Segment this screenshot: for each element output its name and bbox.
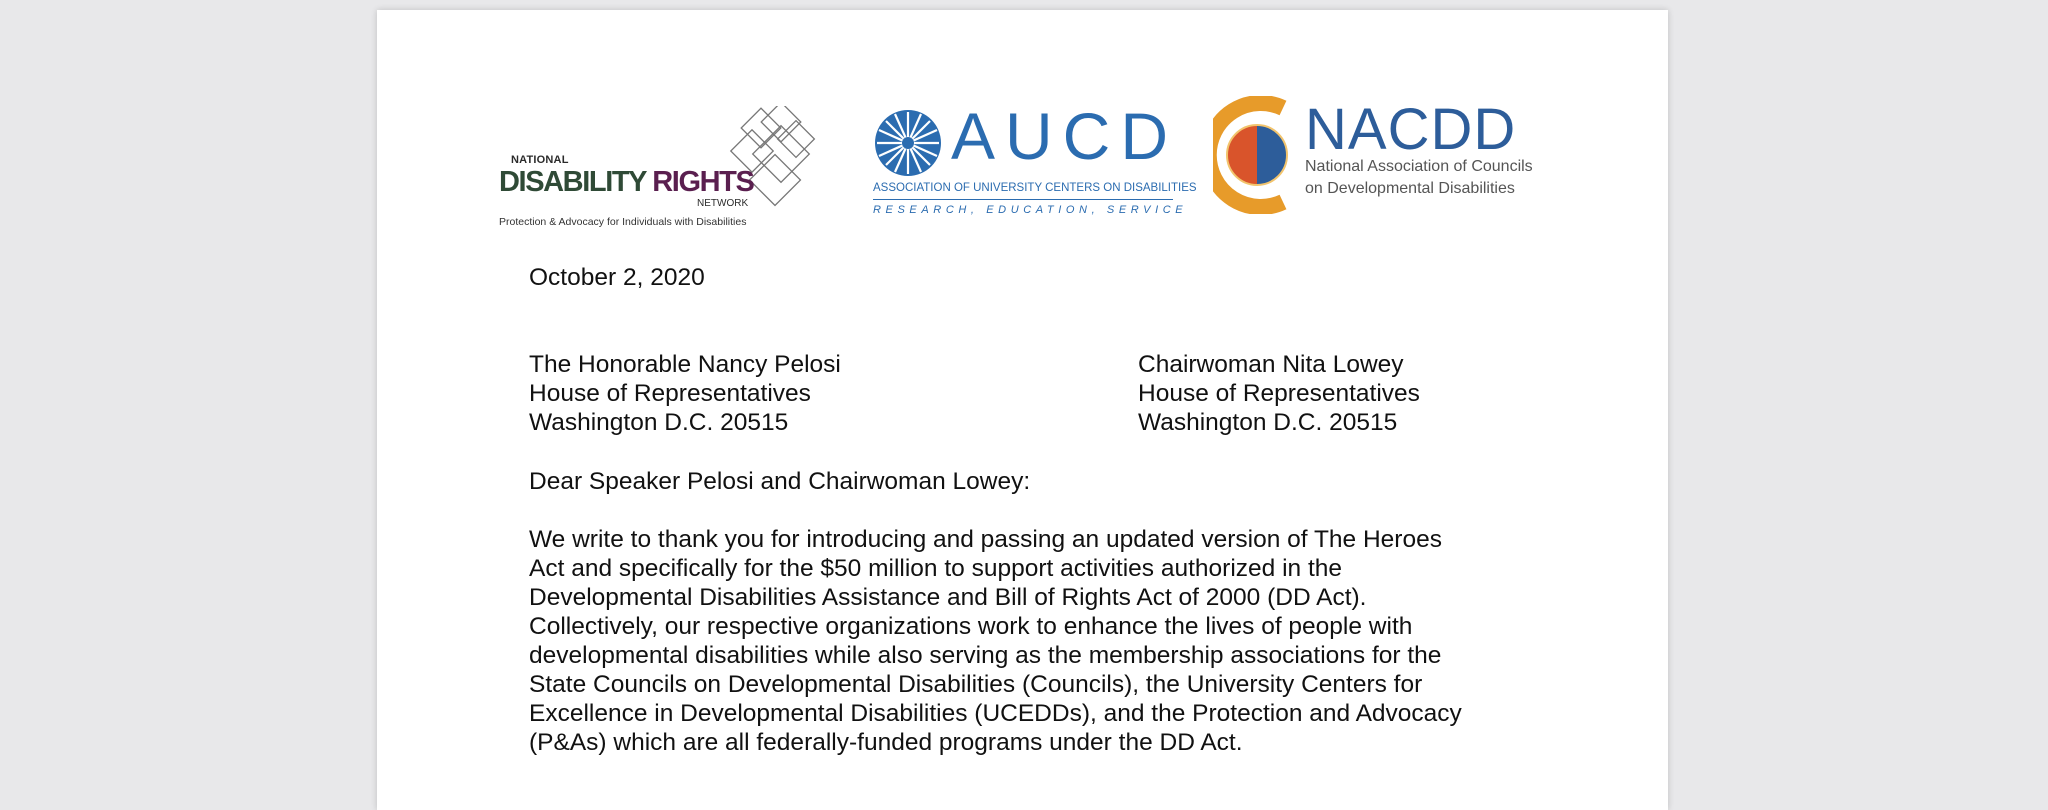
aucd-logo <box>873 98 1197 238</box>
nacdd-full-name-line1: National Association of Councils <box>1305 158 1533 175</box>
nacdd-logo <box>1213 96 1533 226</box>
body-line: State Councils on Developmental Disabilities (Councils), the University Centers for <box>529 671 1423 698</box>
body-paragraph <box>529 525 1462 757</box>
body-line: Act and specifically for the $50 million to support activities authorized in the <box>529 555 1343 582</box>
aucd-tagline: RESEARCH, EDUCATION, SERVICE <box>873 204 1188 216</box>
ndrn-network-text: NETWORK <box>697 198 749 209</box>
document-page <box>377 10 1668 810</box>
ndrn-logo <box>499 106 839 236</box>
salutation: Dear Speaker Pelosi and Chairwoman Lowey: <box>529 468 1031 495</box>
body-line: developmental disabilities while also serving as the membership associations for the <box>529 642 1442 669</box>
recipient-right-line: Washington D.C. 20515 <box>1138 409 1398 436</box>
body-line: Collectively, our respective organizations work to enhance the lives of people with <box>529 613 1413 640</box>
nacdd-c-emblem-icon <box>1213 96 1299 214</box>
aucd-divider <box>873 199 1173 200</box>
recipient-left-line: The Honorable Nancy Pelosi <box>529 351 841 378</box>
recipient-left-line: Washington D.C. 20515 <box>529 409 789 436</box>
recipient-right-line: House of Representatives <box>1138 380 1420 407</box>
recipient-address-left <box>529 350 841 437</box>
letter-date: October 2, 2020 <box>529 264 705 291</box>
ndrn-national-text: NATIONAL <box>511 154 569 166</box>
aucd-starburst-icon <box>873 108 943 178</box>
body-line: (P&As) which are all federally-funded programs under the DD Act. <box>529 729 1243 756</box>
recipient-right-line: Chairwoman Nita Lowey <box>1138 351 1404 378</box>
body-line: We write to thank you for introducing and passing an updated version of The Heroes <box>529 526 1442 553</box>
recipient-address-right <box>1138 350 1420 437</box>
ndrn-rights-text: RIGHTS <box>652 166 754 198</box>
aucd-full-name: ASSOCIATION OF UNIVERSITY CENTERS ON DISABILITIES <box>873 182 1197 194</box>
ndrn-wordmark <box>499 166 753 199</box>
ndrn-disability-text: DISABILITY <box>499 166 646 198</box>
body-line: Developmental Disabilities Assistance and Bill of Rights Act of 2000 (DD Act). <box>529 584 1367 611</box>
nacdd-letters: NACDD <box>1305 97 1517 162</box>
aucd-letters: AUCD <box>951 99 1179 173</box>
body-line: Excellence in Developmental Disabilities (UCEDDs), and the Protection and Advocacy <box>529 700 1462 727</box>
nacdd-full-name-line2: on Developmental Disabilities <box>1305 180 1515 197</box>
recipient-left-line: House of Representatives <box>529 380 811 407</box>
ndrn-tagline: Protection & Advocacy for Individuals with Disabilities <box>499 216 747 228</box>
